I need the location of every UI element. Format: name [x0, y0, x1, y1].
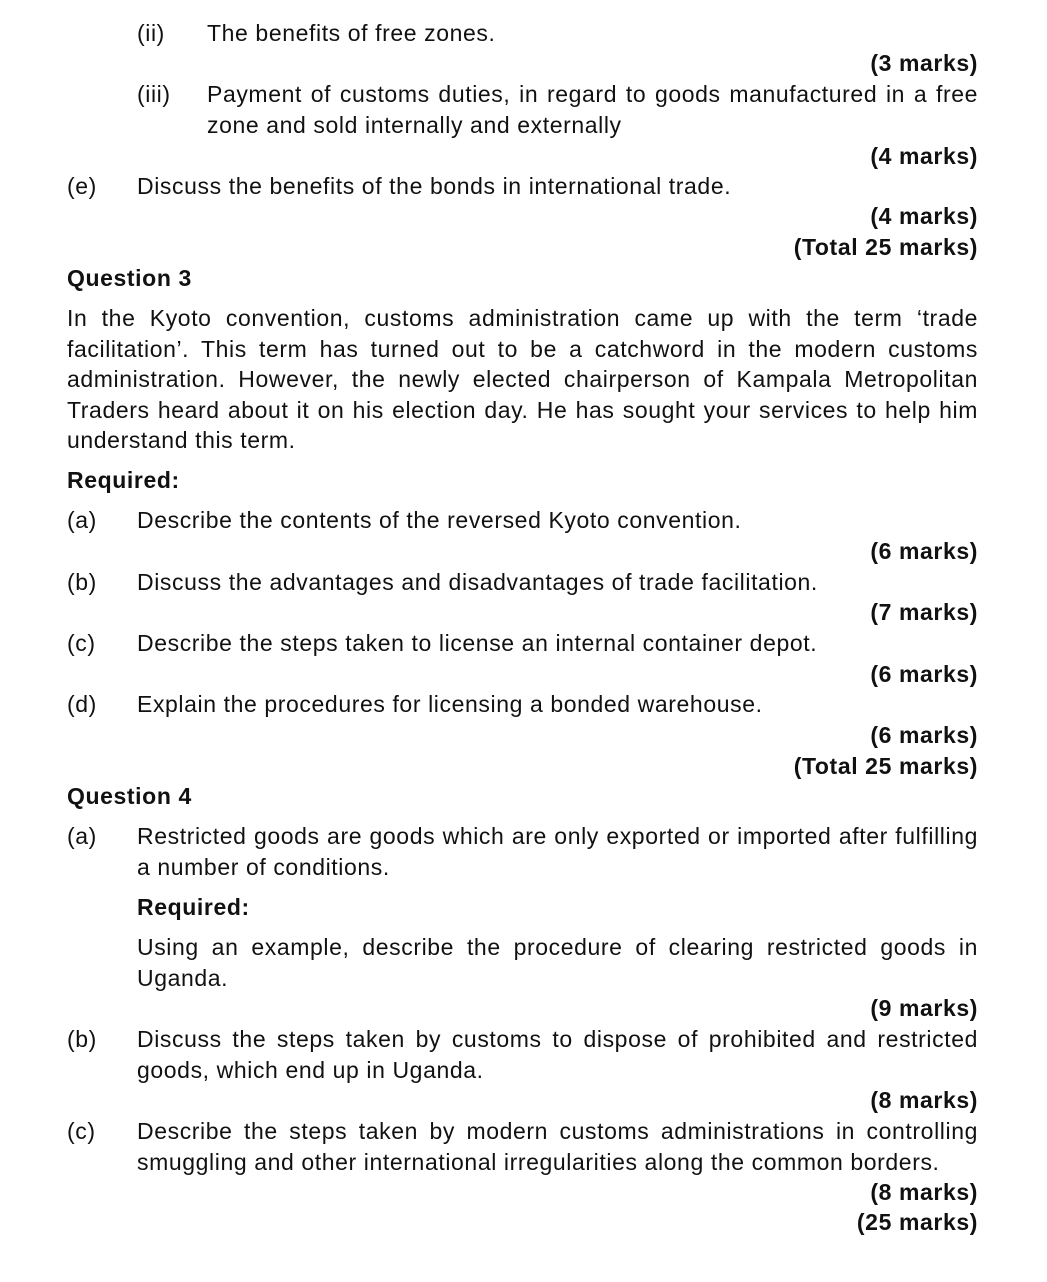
q2-total-marks: (Total 25 marks): [793, 234, 978, 260]
item-text-e: Discuss the benefits of the bonds in international trade.: [137, 173, 732, 199]
q3-item-label-d: (d): [67, 691, 97, 717]
q3-marks-d: (6 marks): [870, 722, 978, 748]
q4-a-subtext: Using an example, describe the procedure of clearing restricted goods in Uganda.: [137, 934, 978, 991]
q4-total-marks: (25 marks): [856, 1209, 978, 1235]
question3-required: Required:: [67, 467, 180, 493]
subitem-label-ii: (ii): [137, 20, 165, 46]
marks-iii: (4 marks): [870, 143, 978, 169]
q4-item-label-c: (c): [67, 1118, 96, 1144]
q4-marks-c: (8 marks): [870, 1179, 978, 1205]
q4-item-text-a: Restricted goods are goods which are only exported or imported after fulfilling a number of conditions.: [137, 823, 978, 880]
q4-item-text-b: Discuss the steps taken by customs to dispose of prohibited and restricted goods, which end up in Uganda.: [137, 1026, 978, 1083]
q4-marks-b: (8 marks): [870, 1087, 978, 1113]
q4-item-text-c: Describe the steps taken by modern customs administrations in controlling smuggling and other international irregularities along the common borders.: [137, 1118, 978, 1175]
q4-marks-a: (9 marks): [870, 995, 978, 1021]
q3-item-text-d: Explain the procedures for licensing a bonded warehouse.: [137, 691, 763, 717]
question3-intro: In the Kyoto convention, customs administration came up with the term ‘trade facilitation’. This term has turned out to be a catchword in the modern customs administration. However, the newly elected chairperson of Kampala Metropolitan Traders heard about it on his election day. He has sought your services to help him understand this term.: [67, 305, 978, 453]
q3-total-marks: (Total 25 marks): [793, 753, 978, 779]
q3-item-text-b: Discuss the advantages and disadvantages of trade facilitation.: [137, 569, 818, 595]
q3-marks-c: (6 marks): [870, 661, 978, 687]
q4-item-label-b: (b): [67, 1026, 97, 1052]
question3-heading: Question 3: [67, 265, 192, 291]
q4-a-required: Required:: [137, 894, 250, 920]
q3-item-text-a: Describe the contents of the reversed Kyoto convention.: [137, 507, 742, 533]
q3-item-label-b: (b): [67, 569, 97, 595]
marks-ii: (3 marks): [870, 50, 978, 76]
q4-item-label-a: (a): [67, 823, 97, 849]
marks-e: (4 marks): [870, 203, 978, 229]
item-label-e: (e): [67, 173, 97, 199]
q3-marks-a: (6 marks): [870, 538, 978, 564]
q3-item-label-c: (c): [67, 630, 96, 656]
q3-marks-b: (7 marks): [870, 599, 978, 625]
subitem-text-ii: The benefits of free zones.: [207, 20, 496, 46]
q3-item-text-c: Describe the steps taken to license an internal container depot.: [137, 630, 818, 656]
subitem-text-iii: Payment of customs duties, in regard to goods manufactured in a free zone and sold internally and externally: [207, 81, 978, 138]
subitem-label-iii: (iii): [137, 81, 171, 107]
q3-item-label-a: (a): [67, 507, 97, 533]
question4-heading: Question 4: [67, 783, 192, 809]
